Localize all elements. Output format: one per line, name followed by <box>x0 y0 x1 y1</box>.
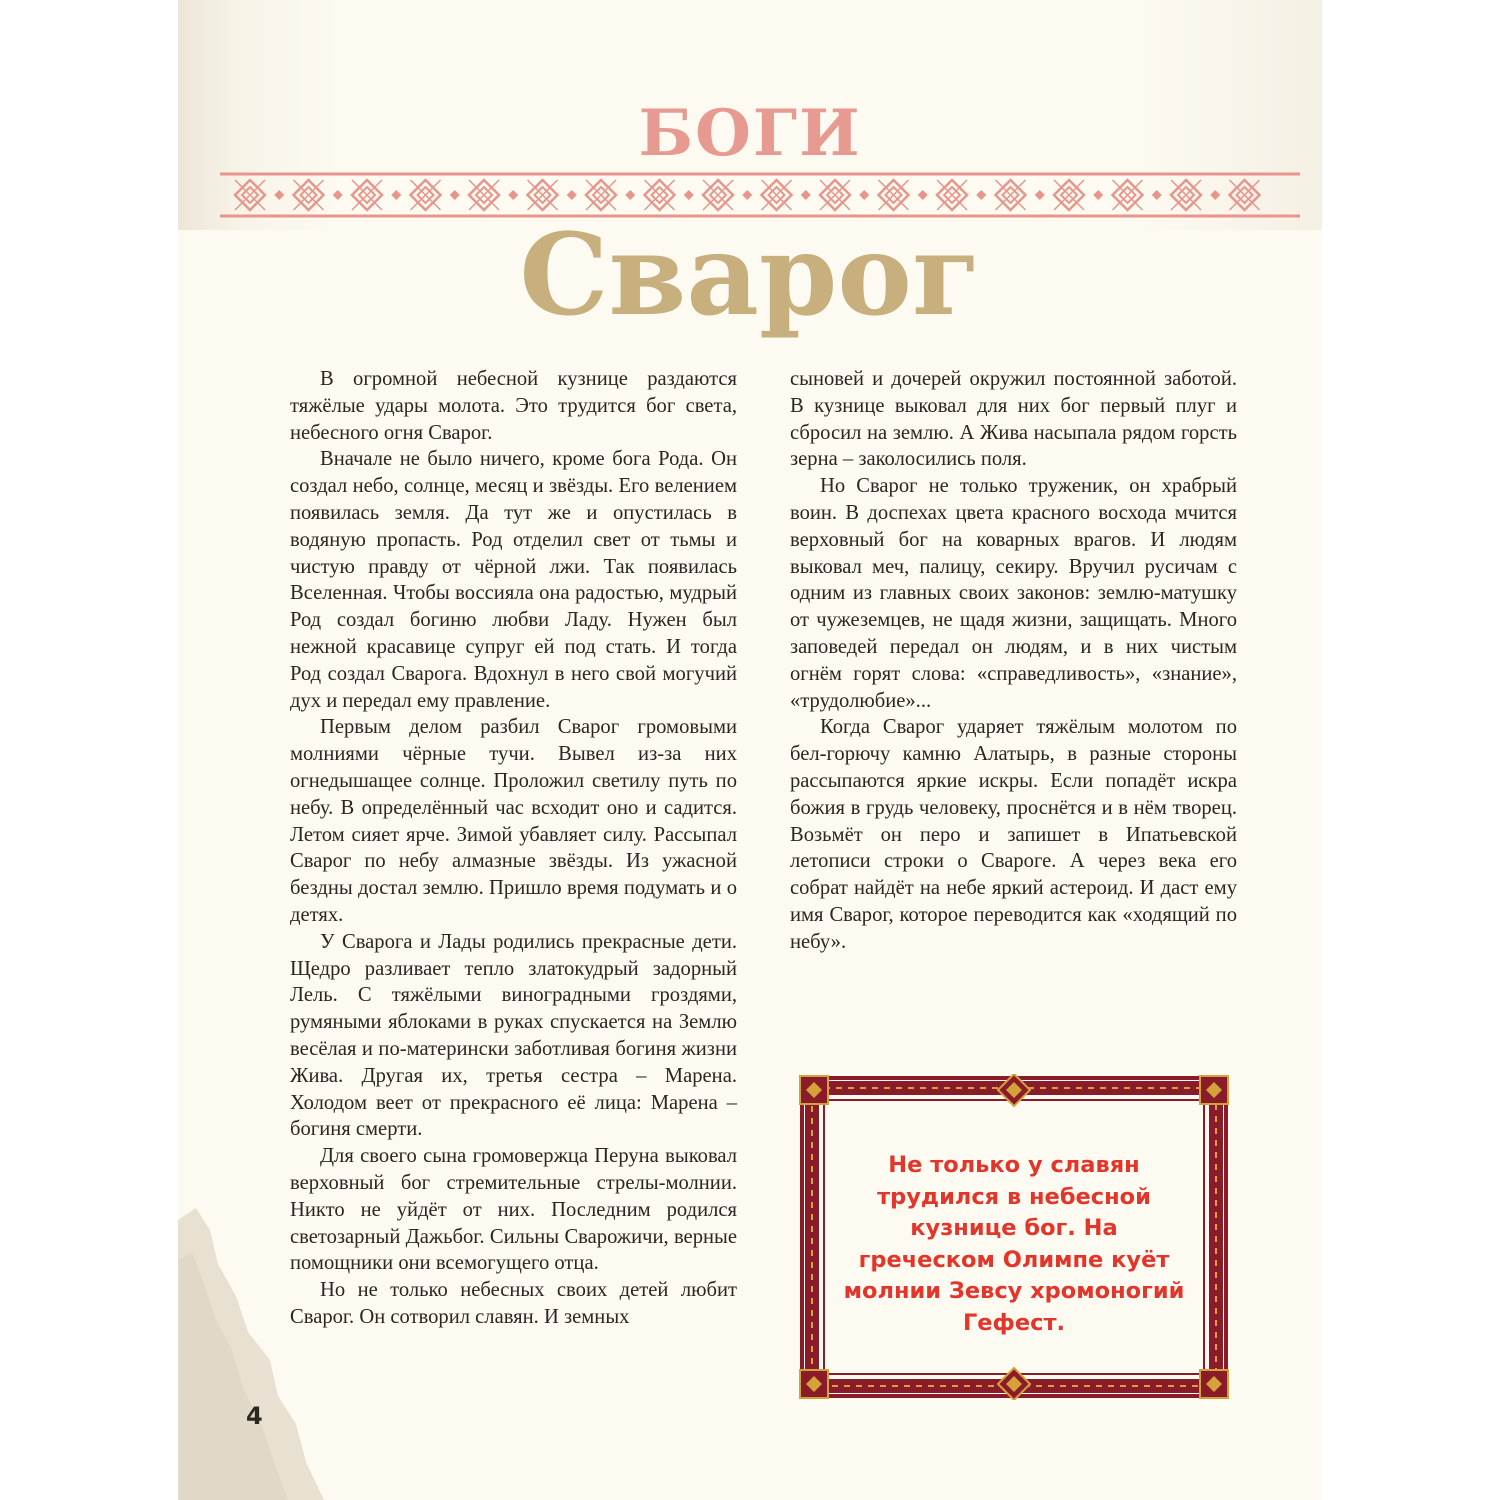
paragraph: Вначале не было ничего, кроме бога Рода. Он создал небо, солнце, месяц и звёзды. Его велением появилась земля. Да тут же и опустилась в водяную пропасть. Род отделил свет от тьмы и чистую правду от чёрной лжи. Так появилась Вселенная. Чтобы воссияла она радостью, мудрый Род создал богиню любви Ладу. Нужен был нежной красавице супруг ей под стать. И тогда Род создал Сварога. Вдохнул в него свой могучий дух и передал ему правление. <box>290 448 737 712</box>
paragraph: В огромной небесной кузнице раздаются тяжёлые удары молота. Это трудится бог света, небесного огня Сварог. <box>290 368 737 444</box>
paragraph: Но не только небесных своих детей любит Сварог. Он сотворил славян. И земных <box>290 1279 737 1328</box>
paragraph: Для своего сына громовержца Перуна выковал верховный бог стремительные стрелы-молнии. Никто не уйдёт от них. Последним родился светозарный Дажьбог. Сильны Сварожичи, верные помощники они всемогущего отца. <box>290 1145 737 1275</box>
paragraph: У Сварога и Лады родились прекрасные дети. Щедро разливает тепло златокудрый задорный Лель. С тяжёлыми виноградными гроздями, румяными яблоками в руках спускается на Землю весёлая и по-матерински заботливая богиня жизни Жива. Другая их, третья сестра – Марена. Холодом веет от прекрасного её лица: Марена – богиня смерти. <box>290 930 737 1141</box>
page-number: 4 <box>246 1402 263 1430</box>
section-heading: БОГИ <box>638 96 862 171</box>
paragraph: Но Сварог не только труженик, он храбрый воин. В доспехах цвета красного восхода мчится верховный бог на коварных врагов. И людям выковал меч, палицу, секиру. Вручил русичам с одним из главных своих законов: землю-матушку от чужеземцев, не щадя жизни, защищать. Много заповедей передал он людям, и в них чистым огнём горят слова: «справедливость», «знание», «трудолюбие»... <box>790 475 1237 712</box>
article-column-left <box>290 366 737 1331</box>
book-page <box>178 0 1322 1500</box>
fact-text: Не только у славян трудился в небесной кузнице бог. На греческом Олимпе куёт молнии Зевсу хромоногий Гефест. <box>843 1152 1185 1336</box>
paragraph: сыновей и дочерей окружил постоянной заботой. В кузнице выковал для них бог первый плуг и сбросил на землю. А Жива насыпала рядом горсть зерна – заколосились поля. <box>790 368 1237 471</box>
paragraph: Первым делом разбил Сварог громовыми молниями чёрные тучи. Вывел из-за них огнедышащее солнце. Проложил светилу путь по небу. В определённый час всходит оно и садится. Летом сияет ярче. Зимой убавляет силу. Рассыпал Сварог по небу алмазные звёзды. Из ужасной бездны достал землю. Пришло время подумать и о детях. <box>290 716 737 926</box>
fact-box <box>798 1074 1230 1400</box>
paragraph: Когда Сварог ударяет тяжёлым молотом по бел-горючу камню Алатырь, в разные стороны рассыпаются яркие искры. Если попадёт искра божия в грудь человеку, проснётся и в нём творец. Возьмёт он перо и запишет в Ипатьевской летописи строки о Свароге. А через века его собрат найдёт на небе яркий астероид. И даст ему имя Сварог, которое переводится как «ходящий по небу». <box>790 716 1237 953</box>
page-title: Сварог <box>519 210 981 341</box>
article-column-right <box>790 366 1237 956</box>
